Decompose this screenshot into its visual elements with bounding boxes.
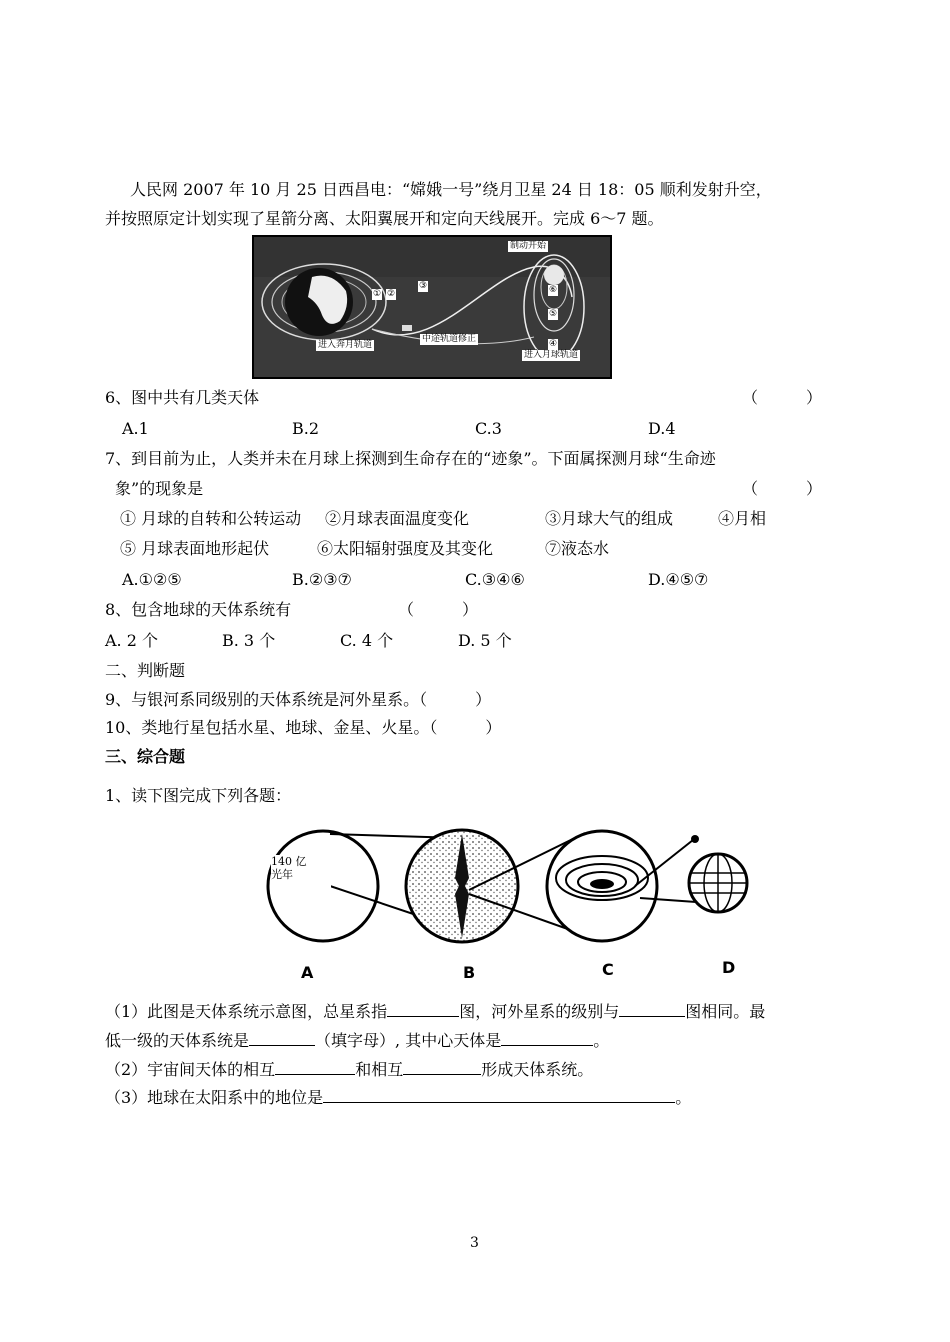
q8-option-c: C. 4 个 <box>340 631 394 650</box>
label-b: B <box>463 963 476 982</box>
q6-option-a: A.1 <box>122 419 149 438</box>
sub2-line <box>105 1060 593 1080</box>
c1-stem: 1、读下图完成下列各题： <box>105 786 292 805</box>
label-midcourse: 中途轨道修正 <box>422 334 477 344</box>
section-2-title: 二、判断题 <box>105 661 186 680</box>
sub2-text-b: 和相互 <box>355 1060 404 1079</box>
marker-4: ④ <box>549 339 558 349</box>
label-a: A <box>301 963 314 982</box>
blank-revolution[interactable] <box>403 1060 481 1075</box>
planet-dot <box>691 835 699 843</box>
sun-icon <box>590 879 614 889</box>
q6-answer-paren[interactable]: （ ） <box>742 388 823 407</box>
sub3-line <box>105 1088 691 1108</box>
q7-item-6: ⑥太阳辐射强度及其变化 <box>317 539 494 558</box>
q7-item-1: ① 月球的自转和公转运动 <box>120 509 302 528</box>
blank-center-body[interactable] <box>501 1031 593 1046</box>
label-enter-transfer: 进入奔月轨道 <box>318 340 373 350</box>
q7-item-2: ②月球表面温度变化 <box>325 509 470 528</box>
blank-supercluster[interactable] <box>387 1002 459 1017</box>
sub2-text-a: （2）宇宙间天体的相互 <box>105 1060 276 1079</box>
sub1-line-2 <box>105 1031 609 1051</box>
sub1-text-d: 低一级的天体系统是 <box>105 1031 250 1050</box>
q7-item-5: ⑤ 月球表面地形起伏 <box>120 539 270 558</box>
q6-option-c: C.3 <box>475 419 502 438</box>
marker-1: ① <box>373 289 382 299</box>
label-brake: 制动开始 <box>510 241 547 251</box>
q6-option-d: D.4 <box>648 419 676 438</box>
q8-option-d: D. 5 个 <box>458 631 512 650</box>
q9-text: 9、与银河系同级别的天体系统是河外星系。（ ） <box>105 690 492 709</box>
marker-3: ③ <box>419 281 428 291</box>
intro-line-1: 人民网 2007 年 10 月 25 日西昌电：“嫦娥一号”绕月卫星 24 日 18：05 顺利发射升空， <box>130 180 772 199</box>
label-c: C <box>602 960 614 979</box>
intro-line-2: 并按照原定计划实现了星箭分离、太阳翼展开和定向天线展开。完成 6～7 题。 <box>105 209 664 228</box>
label-enter-lunar: 进入月球轨道 <box>524 350 579 360</box>
sub3-text-a: （3）地球在太阳系中的地位是 <box>105 1088 324 1107</box>
distance-unit: 光年 <box>271 868 293 881</box>
q7-answer-paren[interactable]: （ ） <box>742 479 823 498</box>
q10-text: 10、类地行星包括水星、地球、金星、火星。（ ） <box>105 718 502 737</box>
q7-stem-2: 象”的现象是 <box>115 479 204 498</box>
q7-stem-1: 7、到目前为止，人类并未在月球上探测到生命存在的“迹象”。下面属探测月球“生命迹 <box>105 449 716 468</box>
q7-option-d: D.④⑤⑦ <box>648 570 709 589</box>
blank-earth-position[interactable] <box>323 1088 675 1103</box>
moon-icon <box>544 265 564 285</box>
marker-2: ② <box>387 289 396 299</box>
distance-value: 140 亿 <box>271 855 307 868</box>
spacecraft-icon <box>402 325 412 331</box>
q7-item-3: ③月球大气的组成 <box>545 509 674 528</box>
sub1-text-a: （1）此图是天体系统示意图，总星系指 <box>105 1002 388 1021</box>
q7-option-a: A.①②⑤ <box>122 570 182 589</box>
blank-attraction[interactable] <box>275 1060 355 1075</box>
label-d: D <box>722 958 736 977</box>
page-number: 3 <box>470 1235 479 1251</box>
q8-answer-paren[interactable]: （ ） <box>398 600 479 619</box>
q6-stem: 6、图中共有几类天体 <box>105 388 260 407</box>
marker-5: ⑤ <box>549 309 558 319</box>
orbit-figure <box>252 235 612 379</box>
sub1-text-b: 图，河外星系的级别与 <box>459 1002 620 1021</box>
q8-stem: 8、包含地球的天体系统有 <box>105 600 292 619</box>
q8-option-b: B. 3 个 <box>222 631 276 650</box>
q7-option-b: B.②③⑦ <box>292 570 352 589</box>
q7-option-c: C.③④⑥ <box>465 570 525 589</box>
q6-option-b: B.2 <box>292 419 320 438</box>
blank-extragalactic-level[interactable] <box>619 1002 685 1017</box>
marker-6: ⑥ <box>549 285 558 295</box>
distance-box <box>271 855 331 899</box>
q7-item-7: ⑦液态水 <box>545 539 610 558</box>
blank-lowest-system[interactable] <box>249 1031 315 1046</box>
sub1-text-e: （填字母）, 其中心天体是 <box>315 1031 502 1050</box>
section-3-title: 三、综合题 <box>105 747 186 766</box>
q7-item-4: ④月相 <box>718 509 767 528</box>
sub3-text-b: 。 <box>675 1088 692 1107</box>
sub2-text-c: 形成天体系统。 <box>481 1060 594 1079</box>
system-levels-diagram <box>255 828 765 988</box>
sub1-text-c: 图相同。最 <box>685 1002 766 1021</box>
q8-option-a: A. 2 个 <box>105 631 158 650</box>
sub1-text-f: 。 <box>593 1031 610 1050</box>
system-levels-figure <box>255 828 765 988</box>
sub1-line-1 <box>105 1002 765 1022</box>
